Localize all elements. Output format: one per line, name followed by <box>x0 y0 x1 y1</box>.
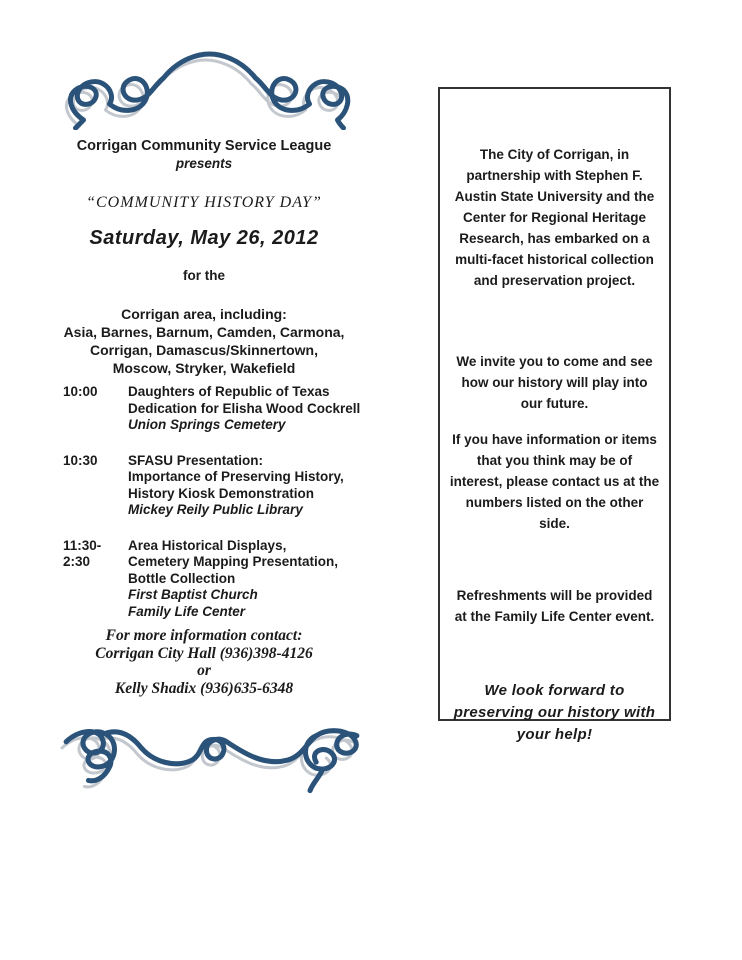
contact-line: For more information contact: <box>105 627 303 644</box>
schedule-detail <box>128 538 338 621</box>
schedule-line: SFASU Presentation: <box>128 452 264 468</box>
contact-line: Kelly Shadix (936)635-6348 <box>114 679 294 697</box>
schedule-venue: First Baptist Church <box>128 587 258 602</box>
area-line: Moscow, Stryker, Wakefield <box>112 360 296 376</box>
event-title: “COMMUNITY HISTORY DAY” <box>86 194 322 211</box>
box-paragraph: The City of Corrigan, in partnership with Stephen F. Austin State University and the Center for Regional Heritage Research, has embarked on a multi-facet historical collection and preservation project. <box>454 147 655 288</box>
box-closing-message: We look forward to preserving our history with your help! <box>453 682 656 743</box>
schedule-row <box>63 453 393 519</box>
area-heading: Corrigan area, including: <box>121 306 287 322</box>
partnership-info-box <box>438 87 671 743</box>
schedule-row <box>63 384 393 434</box>
left-column-header <box>26 138 382 377</box>
schedule-venue: Union Springs Cemetery <box>128 417 286 432</box>
event-schedule <box>63 384 393 639</box>
schedule-detail <box>128 453 344 519</box>
schedule-row <box>63 538 393 621</box>
schedule-line: Bottle Collection <box>128 570 236 586</box>
schedule-line: Cemetery Mapping Presentation, <box>128 554 339 569</box>
schedule-line: Daughters of Republic of Texas <box>128 384 330 399</box>
area-line: Corrigan, Damascus/Skinnertown, <box>90 342 318 358</box>
ribbon-flourish-bottom-icon <box>58 712 368 796</box>
contact-line: or <box>197 662 211 679</box>
area-line: Asia, Barnes, Barnum, Camden, Carmona, <box>63 324 345 340</box>
schedule-line: Area Historical Displays, <box>128 537 287 553</box>
box-paragraph: If you have information or items that you think may be of interest, please contact us at the numbers listed on the other side. <box>449 432 660 531</box>
schedule-detail <box>128 384 360 434</box>
contact-line: Corrigan City Hall (936)398-4126 <box>95 644 313 662</box>
schedule-time: 11:30-2:30 <box>63 537 102 569</box>
schedule-line: Dedication for Elisha Wood Cockrell <box>128 400 361 416</box>
box-paragraph: Refreshments will be provided at the Family Life Center event. <box>454 588 655 624</box>
schedule-time: 10:30 <box>63 452 98 468</box>
schedule-line: History Kiosk Demonstration <box>128 485 315 501</box>
schedule-line: Importance of Preserving History, <box>128 469 344 484</box>
event-date: Saturday, May 26, 2012 <box>89 227 319 249</box>
box-paragraph: We invite you to come and see how our history will play into our future. <box>456 354 653 411</box>
ribbon-flourish-top-icon <box>60 50 358 130</box>
contact-info <box>26 627 382 697</box>
schedule-time: 10:00 <box>63 384 98 399</box>
organization-name: Corrigan Community Service League <box>76 138 332 154</box>
schedule-venue: Mickey Reily Public Library <box>128 502 303 517</box>
for-the-label: for the <box>183 268 225 283</box>
presents-label: presents <box>175 156 233 171</box>
schedule-venue: Family Life Center <box>128 603 246 619</box>
